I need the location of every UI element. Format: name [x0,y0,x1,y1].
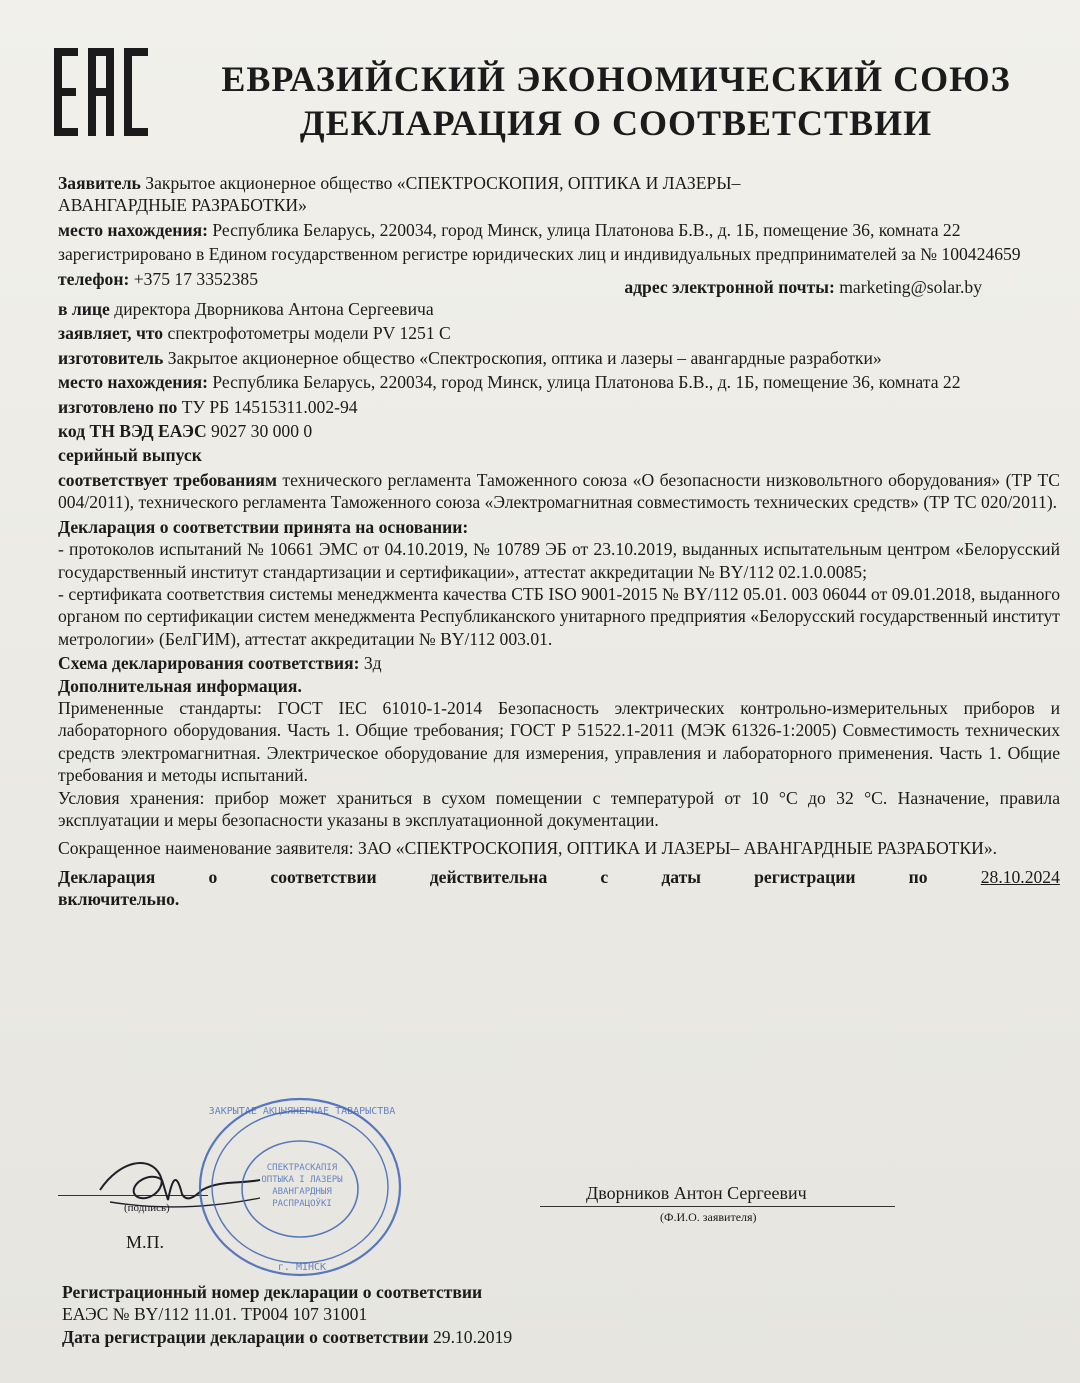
customs-code [58,420,1060,442]
registration-date [62,1327,512,1348]
validity-word: с [600,866,609,887]
applied-standards: Примененные стандарты: ГОСТ IEC 61010-1-2014 Безопасность электрических контрольно-измерительных приборов и лабораторного оборудования. Часть 1. Общие требования; ГОСТ Р 51522.1-2011 (МЭК 61326-1:2005) Совместимость технических средств электромагнитная. Электрическое оборудование для измерения, управления и лабораторного применения. Часть 1. Общие требования и методы испытаний. [58,697,1060,786]
svg-text:г. МІНСК: г. МІНСК [277,1262,327,1273]
applicant-paragraph [58,172,1060,217]
serial-production: серийный выпуск [58,445,202,466]
basis-item-2: - сертификата соответствия системы менеджмента качества СТБ ISO 9001-2015 № BY/112 05.01. 003 06044 от 09.01.2018, выданного органом по сертификации систем менеджмента Республиканского унитарного предприятия «Белорусский государственный институт метрологии» (БелГИМ), аттестат аккредитации № BY/112 003.01. [58,583,1060,649]
signatory-name: Дворников Антон Сергеевич [586,1183,807,1203]
declares-label: заявляет, что [58,323,164,344]
validity-word: о [208,866,218,887]
validity-tail: включительно. [58,889,180,910]
manufacturer-location-label: место нахождения: [58,372,208,393]
applicant-location-text: Республика Беларусь, 220034, город Минск, улица Платонова Б.В., д. 1Б, помещение 36, комната 22 [207,219,961,240]
phone-label: телефон: [58,268,130,289]
registration-title: Регистрационный номер декларации о соответствии [62,1282,483,1302]
represented-by [58,298,1060,320]
phone [58,268,258,298]
made-per-label: изготовлено по [58,396,178,417]
contacts-row [58,268,1060,298]
name-line [540,1206,895,1207]
validity-word: по [908,866,928,887]
phone-value: +375 17 3352385 [129,268,258,289]
signatory-name-caption: (Ф.И.О. заявителя) [660,1210,757,1224]
validity-word: Декларация [58,866,156,887]
svg-text:ОПТЫКА І ЛАЗЕРЫ: ОПТЫКА І ЛАЗЕРЫ [261,1175,343,1185]
validity-line [58,866,1060,888]
registry-paragraph: зарегистрировано в Едином государственном регистре юридических лиц и индивидуальных предпринимателей за № 100424659 [58,244,1021,265]
registration-number: ЕАЭС № BY/112 11.01. ТР004 107 31001 [62,1304,368,1324]
manufacturer-label: изготовитель [58,347,164,368]
applicant-label: Заявитель [58,173,141,193]
stamp-place-label: М.П. [126,1232,165,1252]
validity-word: даты [661,866,701,887]
applicant-name: Закрытое акционерное общество «СПЕКТРОСКОПИЯ, ОПТИКА И ЛАЗЕРЫ– [140,173,741,193]
email-label: адрес электронной почты: [624,276,835,297]
company-seal [190,1092,410,1282]
svg-text:СПЕКТРАСКАПІЯ: СПЕКТРАСКАПІЯ [266,1163,338,1173]
manufacturer-name: Закрытое акционерное общество «Спектроскопия, оптика и лазеры – авангардные разработки» [163,347,882,368]
declaration-body [58,172,1060,911]
eac-logo [52,44,150,140]
svg-text:РАСПРАЦОЎКІ: РАСПРАЦОЎКІ [272,1199,332,1209]
svg-text:ЗАКРЫТАЕ АКЦЫЯНЕРНАЕ ТАВАРЫСТВ: ЗАКРЫТАЕ АКЦЫЯНЕРНАЕ ТАВАРЫСТВА [208,1106,396,1117]
compliance-text: технического регламента Таможенного союза «О безопасности низковольтного оборудования» (ТР ТС 004/2011), технического регламента Таможенного союза «Электромагнитная совместимость технических средств» (ТР ТС 020/2011). [58,469,1060,513]
represented-label: в лице [58,299,110,320]
scheme-value: 3д [359,653,382,674]
product-name: спектрофотометры модели PV 1251 C [163,323,451,344]
svg-text:АВАНГАРДНЫЯ: АВАНГАРДНЫЯ [272,1187,332,1197]
registration-date-value: 29.10.2019 [428,1327,513,1347]
registration-date-label: Дата регистрации декларации о соответствии [62,1327,429,1347]
compliance-label: соответствует требованиям [58,469,277,490]
applicant-location-label: место нахождения: [58,219,208,240]
short-name: Сокращенное наименование заявителя: ЗАО «СПЕКТРОСКОПИЯ, ОПТИКА И ЛАЗЕРЫ– АВАНГАРДНЫЕ РАЗРАБОТКИ». [58,838,998,859]
title-union: ЕВРАЗИЙСКИЙ ЭКОНОМИЧЕСКИЙ СОЮЗ [221,59,1011,99]
validity-word: регистрации [754,866,856,887]
storage-conditions: Условия хранения: прибор может храниться в сухом помещении с температурой от 10 °С до 32 °С. Назначение, правила эксплуатации и меры безопасности указаны в эксплуатационной документации. [58,787,1060,830]
customs-code-label: код ТН ВЭД ЕАЭС [58,421,207,442]
scheme [58,652,1060,674]
title-declaration: ДЕКЛАРАЦИЯ О СООТВЕТСТВИИ [299,103,933,143]
email-value: marketing@solar.by [834,276,982,297]
email [624,276,1060,298]
manufacturer [58,347,1060,369]
scheme-label: Схема декларирования соответствия: [58,653,360,674]
customs-code-value: 9027 30 000 0 [206,421,313,442]
additional-title: Дополнительная информация. [58,675,302,696]
made-per-value: ТУ РБ 14515311.002-94 [177,396,358,417]
validity-word: соответствии [270,866,377,887]
compliance-paragraph [58,469,1060,514]
applicant-name-cont: АВАНГАРДНЫЕ РАЗРАБОТКИ» [58,195,307,216]
declares-product [58,322,1060,344]
signature-caption: (подпись) [124,1202,170,1214]
basis-item-1: - протоколов испытаний № 10661 ЭМС от 04.10.2019, № 10789 ЭБ от 23.10.2019, выданных испытательным центром «Белорусский государственный институт стандартизации и сертификации», аттестат аккредитации № BY/112 02.1.0.0085; [58,539,1060,582]
manufacturer-location-text: Республика Беларусь, 220034, город Минск, улица Платонова Б.В., д. 1Б, помещение 36, комната 22 [207,372,961,393]
validity-word: действительна [429,866,548,887]
represented-value: директора Дворникова Антона Сергеевича [109,299,434,320]
applicant-location [58,219,1060,241]
basis-title: Декларация о соответствии принята на основании: [58,516,469,537]
validity-date: 28.10.2024 [980,866,1060,887]
manufacturer-location [58,371,1060,393]
made-per [58,396,1060,418]
